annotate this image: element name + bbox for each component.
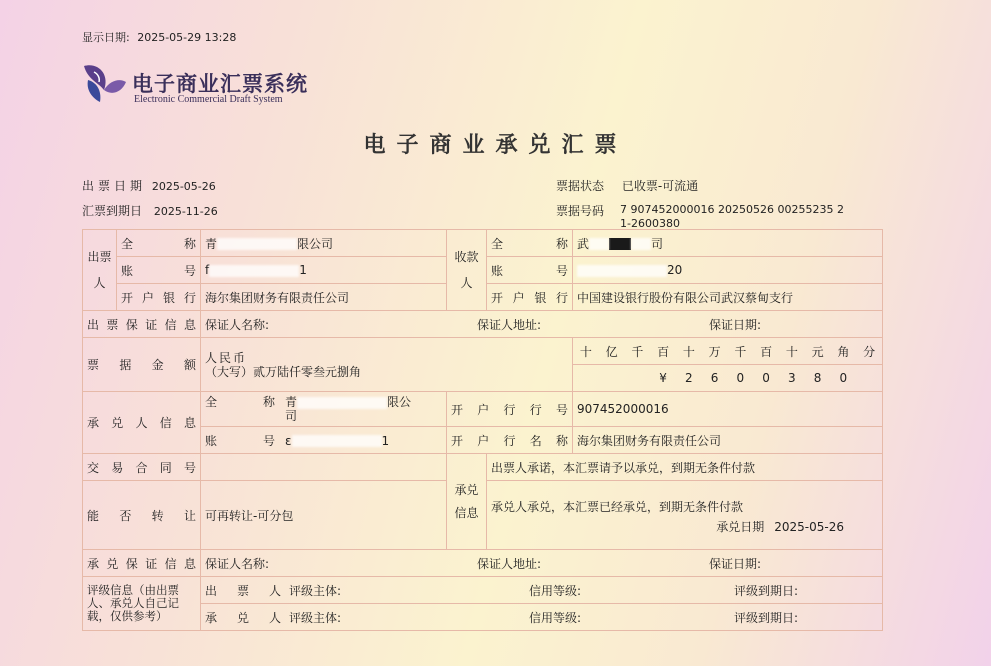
rating-acceptor-row — [201, 604, 883, 631]
digit-cell — [856, 365, 882, 391]
payee-bank-value: 中国建设银行股份有限公司武汉蔡甸支行 — [573, 284, 883, 311]
acceptor-name — [201, 392, 447, 427]
issue-date — [82, 177, 216, 194]
issue-guarantee-date: 保证日期: — [709, 317, 762, 332]
issue-date-value: 2025-05-26 — [151, 180, 216, 193]
unit-cell: 千 — [631, 344, 644, 359]
amount-label: 票据金额 — [83, 338, 201, 392]
accept-guarantor-address: 保证人地址: — [477, 556, 542, 571]
rating-acceptor-subject: 评级主体: — [289, 610, 342, 625]
digit-cell: 0 — [736, 371, 745, 385]
acceptor-account-prefix: ε — [285, 433, 292, 448]
acceptor-account — [201, 427, 447, 454]
drawer-account-value — [201, 257, 447, 284]
acceptor-name-line2: 司 — [285, 409, 298, 423]
issue-guarantee-fields — [201, 311, 883, 338]
accept-guarantee-label: 承兑保证信息 — [83, 550, 201, 577]
issue-guarantor-name: 保证人名称: — [205, 317, 270, 332]
rating-drawer-subject: 评级主体: — [289, 583, 342, 598]
acceptor-name-suffix: 限公 — [387, 395, 412, 409]
logo-en-text: Electronic Commercial Draft System — [134, 94, 283, 105]
redaction-mask — [209, 265, 299, 277]
payee-name-value — [573, 230, 883, 257]
display-date — [82, 29, 236, 45]
transfer-value: 可再转让-可分包 — [201, 481, 447, 550]
accept-date — [491, 514, 878, 534]
unit-cell: 分 — [863, 344, 876, 359]
acceptor-info-label: 承兑人信息 — [83, 392, 201, 454]
accept-guarantee-date: 保证日期: — [709, 556, 762, 571]
digit-cell: 0 — [762, 371, 770, 385]
payee-name-suffix: 司 — [651, 236, 664, 251]
digit-cell — [573, 365, 599, 391]
due-date-label: 汇票到期日 — [82, 204, 143, 218]
due-date-value: 2025-11-26 — [153, 205, 218, 218]
accept-date-value: 2025-05-26 — [774, 520, 844, 534]
accept-info-label: 承兑信息 — [447, 454, 487, 550]
rating-acceptor-label: 承兑人 — [205, 610, 281, 625]
due-date — [82, 202, 218, 219]
unit-cell: 元 — [811, 344, 824, 359]
amount-big-label: （大写） — [205, 364, 254, 379]
acceptor-account-suffix: 1 — [381, 433, 390, 448]
issue-guarantor-address: 保证人地址: — [477, 317, 542, 332]
redaction-mask — [292, 435, 382, 447]
amount-units-cell — [573, 338, 883, 365]
digit-cell — [625, 365, 651, 391]
amount-big-line — [205, 365, 568, 379]
rating-acceptor-expiry: 评级到期日: — [734, 610, 799, 625]
drawer-name-value — [201, 230, 447, 257]
drawer-name-suffix: 限公司 — [297, 236, 334, 251]
bill-number-line2: 1-2600380 — [620, 217, 680, 230]
bill-status — [556, 177, 698, 194]
redaction-mask — [589, 238, 609, 250]
digit-cell: 8 — [813, 371, 822, 385]
drawer-section-label: 出票人 — [83, 230, 117, 311]
unit-cell: 十 — [682, 344, 695, 359]
unit-cell: 十 — [579, 344, 592, 359]
rating-acceptor-credit: 信用等级: — [529, 610, 582, 625]
drawer-bank-value: 海尔集团财务有限责任公司 — [201, 284, 447, 311]
drawer-name-label: 全称 — [117, 230, 201, 257]
amount-big — [201, 338, 573, 392]
redaction-mask — [217, 238, 297, 250]
digit-cell — [599, 365, 625, 391]
unit-cell: 百 — [657, 344, 670, 359]
amount-big-value: 贰万陆仟零叁元捌角 — [253, 364, 362, 379]
rating-label: 评级信息（由出票人、承兑人自己记载，仅供参考） — [83, 577, 201, 631]
rating-drawer-expiry: 评级到期日: — [734, 583, 799, 598]
payee-name-label: 全称 — [487, 230, 573, 257]
digit-cell: 3 — [788, 371, 796, 385]
transfer-label: 能否转让 — [83, 481, 201, 550]
redaction-mask — [577, 265, 667, 277]
rating-drawer-credit: 信用等级: — [529, 583, 582, 598]
display-date-label: 显示日期: — [82, 31, 130, 44]
amount-rmb: 人民币 — [205, 350, 248, 365]
unit-cell: 万 — [708, 344, 721, 359]
acceptor-bank-no-label: 开户行行号 — [447, 392, 573, 427]
document-title: 电子商业承兑汇票 — [363, 133, 628, 158]
unit-cell: 角 — [837, 344, 850, 359]
digit-cell: 2 — [685, 371, 693, 385]
acceptor-name-label: 全称 — [205, 395, 275, 409]
bill-status-label: 票据状态 — [556, 179, 605, 193]
bill-table — [82, 229, 883, 631]
digit-cell: ¥ — [659, 371, 667, 385]
unit-cell: 亿 — [605, 344, 618, 359]
payee-section-label: 收款人 — [447, 230, 487, 311]
drawer-account-label: 账号 — [117, 257, 201, 284]
display-date-value: 2025-05-29 13:28 — [137, 31, 237, 44]
redaction-block — [609, 238, 631, 250]
acceptor-bank-no-value: 907452000016 — [573, 392, 883, 427]
acceptor-account-label: 账号 — [205, 433, 275, 448]
acceptor-promise-cell — [487, 481, 883, 550]
amount-digits — [573, 365, 882, 391]
accept-guarantor-name: 保证人名称: — [205, 556, 270, 571]
amount-units — [573, 338, 882, 364]
drawer-account-suffix: 1 — [299, 263, 307, 277]
payee-account-label: 账号 — [487, 257, 573, 284]
acceptor-bank-name-label: 开户行名称 — [447, 427, 573, 454]
payee-account-value — [573, 257, 883, 284]
accept-guarantee-fields — [201, 550, 883, 577]
unit-cell: 千 — [734, 344, 747, 359]
rating-drawer-row — [201, 577, 883, 604]
digit-cell: 6 — [710, 371, 719, 385]
acceptor-bank-name-value: 海尔集团财务有限责任公司 — [573, 427, 883, 454]
redaction-mask — [297, 397, 387, 409]
payee-name-prefix: 武 — [577, 236, 590, 251]
acceptor-name-prefix: 青 — [285, 395, 298, 409]
contract-label: 交易合同号 — [83, 454, 201, 481]
acceptor-promise: 承兑人承兑，本汇票已经承兑，到期无条件付款 — [491, 500, 744, 514]
rating-drawer-label: 出票人 — [205, 583, 281, 598]
drawer-name-prefix: 青 — [205, 236, 218, 251]
butterfly-logo-icon — [80, 60, 128, 106]
issue-date-label: 出票日期 — [82, 179, 147, 193]
logo-cn-text: 电子商业汇票系统 — [132, 71, 308, 96]
digit-cell: 0 — [839, 371, 848, 385]
payee-account-suffix: 20 — [667, 263, 683, 277]
accept-date-label: 承兑日期 — [716, 520, 765, 534]
drawer-account-prefix: f — [205, 263, 210, 277]
contract-value — [201, 454, 447, 481]
amount-digits-cell — [573, 365, 883, 392]
drawer-promise: 出票人承诺，本汇票请予以承兑，到期无条件付款 — [487, 454, 883, 481]
bill-number-label: 票据号码 — [556, 204, 605, 218]
payee-bank-label: 开户银行 — [487, 284, 573, 311]
unit-cell: 十 — [785, 344, 798, 359]
acceptor-name-value — [285, 395, 411, 423]
bill-number-line1: 7 907452000016 20250526 00255235 2 — [620, 203, 844, 216]
drawer-bank-label: 开户银行 — [117, 284, 201, 311]
redaction-mask — [631, 238, 651, 250]
bill-status-value: 已收票-可流通 — [621, 179, 699, 193]
unit-cell: 百 — [760, 344, 773, 359]
issue-guarantee-label: 出票保证信息 — [83, 311, 201, 338]
